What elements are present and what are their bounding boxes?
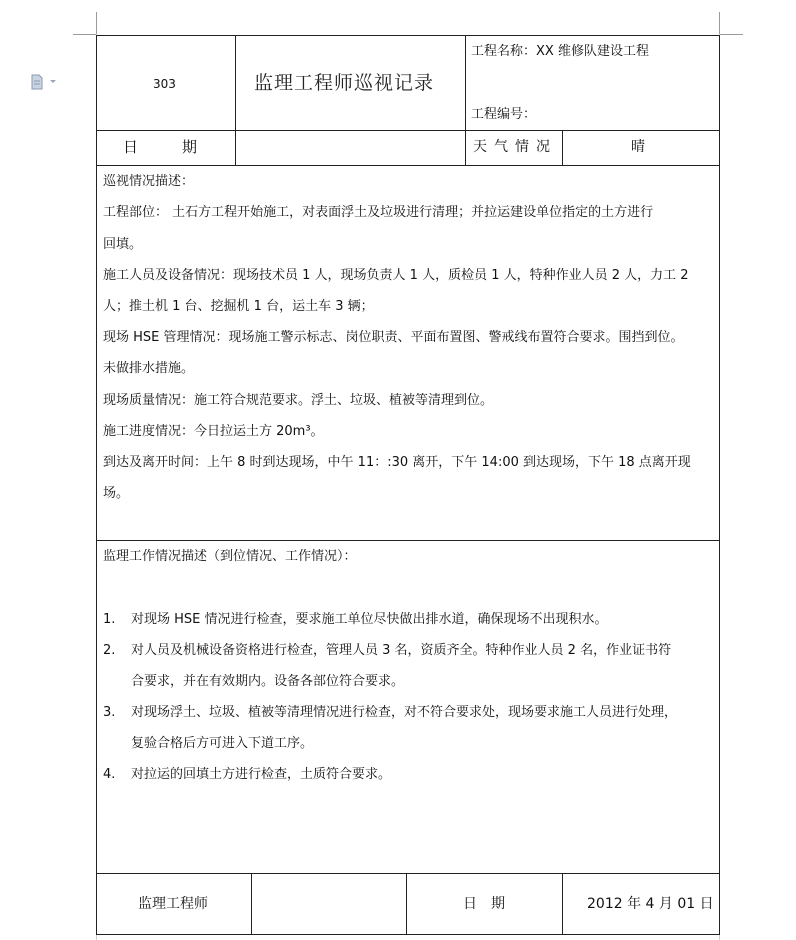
project-number: 工程编号： — [471, 107, 537, 122]
supervision-item — [103, 767, 391, 783]
date-label: 日期 — [123, 138, 242, 156]
crop-mark — [720, 34, 743, 35]
item-number: 3. — [103, 705, 116, 720]
item-text: 对拉运的回填土方进行检查，土质符合要求。 — [131, 767, 392, 782]
crop-mark — [96, 12, 97, 34]
inspection-line: 回填。 — [103, 237, 143, 252]
inspection-line: 场。 — [103, 486, 130, 501]
supervision-item — [103, 705, 677, 721]
item-text: 对现场浮土、垃圾、植被等清理情况进行检查，对不符合要求处，现场要求施工人员进行处理， — [131, 705, 678, 720]
item-number: 1. — [103, 612, 116, 627]
supervision-item — [103, 643, 671, 659]
inspection-line: 到达及离开时间：上午 8 时到达现场，中午 11：:30 离开，下午 14:00 到达现场，下午 18 点离开现 — [103, 455, 691, 470]
document-icon[interactable] — [30, 74, 60, 90]
inspection-record-form — [96, 35, 720, 935]
signature-date-value: 2012 年 4 月 01 日 — [587, 896, 714, 912]
inspection-line: 未做排水措施。 — [103, 361, 195, 376]
crop-mark — [73, 34, 96, 35]
inspection-line: 施工人员及设备情况：现场技术员 1 人，现场负责人 1 人，质检员 1 人，特种作业人员 2 人，力工 2 — [103, 268, 689, 283]
item-text-continued: 合要求，并在有效期内。设备各部位符合要求。 — [131, 674, 405, 689]
project-name: 工程名称：XX 维修队建设工程 — [471, 44, 649, 59]
supervision-item — [103, 612, 608, 628]
item-number: 4. — [103, 767, 116, 782]
item-text-continued: 复验合格后方可进入下道工序。 — [131, 736, 314, 751]
weather-label: 天气情况 — [473, 139, 557, 155]
inspection-line: 施工进度情况：今日拉运土方 20m³。 — [103, 424, 324, 439]
inspection-line: 人；推土机 1 台、挖掘机 1 台，运土车 3 辆； — [103, 299, 374, 314]
inspection-line: 工程部位： 土石方工程开始施工，对表面浮土及垃圾进行清理；并拉运建设单位指定的土方进行 — [103, 205, 654, 220]
item-text: 对现场 HSE 情况进行检查，要求施工单位尽快做出排水道，确保现场不出现积水。 — [131, 612, 608, 627]
inspection-line: 现场质量情况：施工符合规范要求。浮土、垃圾、植被等清理到位。 — [103, 393, 494, 408]
crop-mark — [719, 12, 720, 34]
supervision-heading: 监理工作情况描述（到位情况、工作情况）： — [103, 549, 357, 564]
engineer-label: 监理工程师 — [138, 896, 208, 912]
inspection-line: 现场 HSE 管理情况：现场施工警示标志、岗位职责、平面布置图、警戒线布置符合要求。围挡到位。 — [103, 330, 684, 345]
item-text: 对人员及机械设备资格进行检查，管理人员 3 名，资质齐全。特种作业人员 2 名，作业证书符 — [131, 643, 672, 658]
inspection-heading: 巡视情况描述： — [103, 174, 195, 189]
item-number: 2. — [103, 643, 116, 658]
form-code: 303 — [153, 77, 176, 91]
signature-date-label: 日期 — [463, 896, 519, 912]
weather-value: 晴 — [631, 139, 645, 155]
form-title: 监理工程师巡视记录 — [254, 72, 435, 94]
